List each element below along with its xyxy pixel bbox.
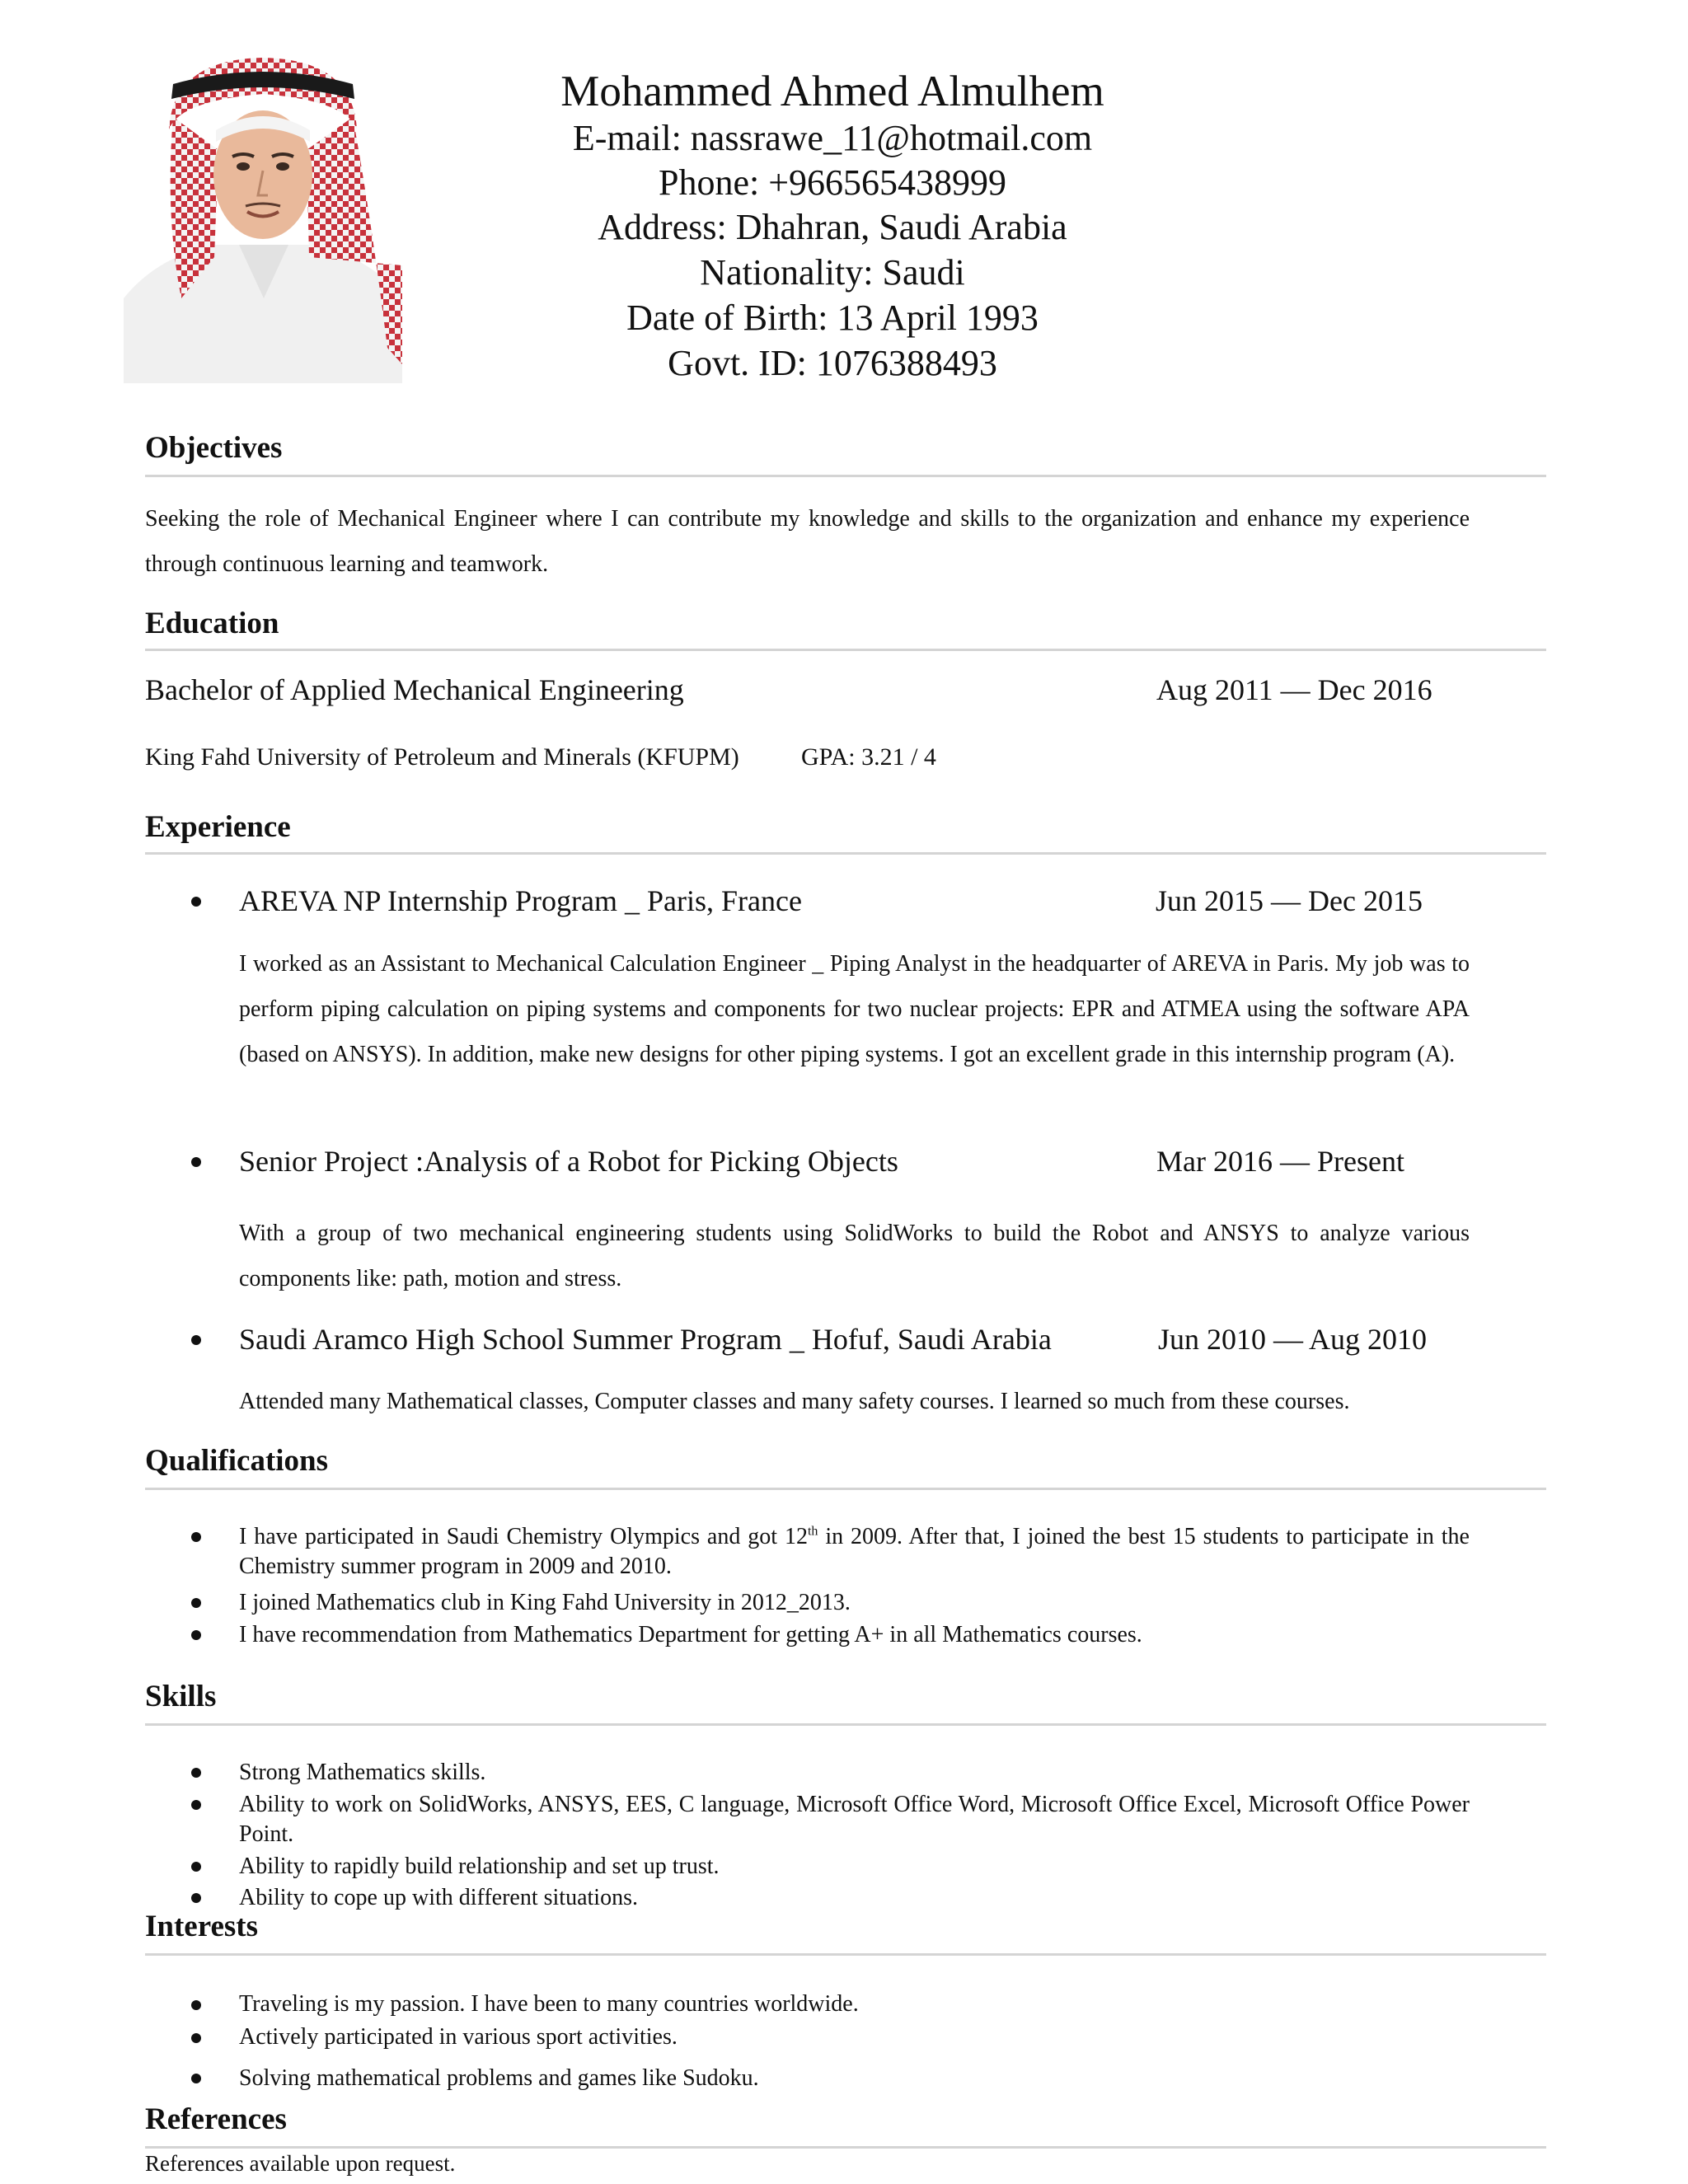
interest-item: Actively participated in various sport activities. — [239, 2024, 678, 2050]
skill-item: Strong Mathematics skills. — [239, 1760, 486, 1785]
experience-description: With a group of two mechanical engineering students using SolidWorks to build the Robot and ANSYS to analyze various components like: path, motion and stress. — [239, 1221, 1470, 1291]
experience-description: I worked as an Assistant to Mechanical Calculation Engineer _ Piping Analyst in the headquarter of AREVA in Paris. My job was to perform piping calculation on piping systems and components for two nuclear projects: EPR and ATMEA using the software APA (based on ANSYS). In addition, make new designs for other piping systems. I got an excellent grade in this internship program (A). — [239, 951, 1470, 1067]
section-divider — [145, 1488, 1546, 1490]
experience-dates: Jun 2015 — Dec 2015 — [1156, 884, 1423, 917]
experience-dates: Jun 2010 — Aug 2010 — [1158, 1323, 1428, 1356]
experience-title: Senior Project :Analysis of a Robot for Picking Objects — [239, 1145, 898, 1178]
gpa: GPA: 3.21 / 4 — [801, 743, 936, 771]
experience-heading: Experience — [145, 810, 291, 844]
objectives-heading: Objectives — [145, 431, 283, 465]
dob-line: Date of Birth: 13 April 1993 — [626, 298, 1039, 338]
education-heading: Education — [145, 607, 279, 640]
bullet-icon — [191, 1800, 201, 1810]
references-heading: References — [145, 2102, 287, 2136]
bullet-icon — [191, 1630, 201, 1640]
skill-item: Ability to work on SolidWorks, ANSYS, EES, C language, Microsoft Office Word, Microsoft Office Excel, Microsoft Office Power Point. — [239, 1792, 1470, 1847]
qualification-item: I have participated in Saudi Chemistry Olympics and got 12th in 2009. After that, I joined the best 15 students to participate in the Chemistry summer program in 2009 and 2010. — [239, 1524, 1470, 1579]
bullet-icon — [191, 1335, 201, 1345]
profile-photo — [124, 51, 402, 383]
email-line: E-mail: nassrawe_11@hotmail.com — [572, 118, 1093, 158]
bullet-icon — [191, 2074, 201, 2083]
phone-line: Phone: +966565438999 — [658, 162, 1007, 203]
qualification-item: I joined Mathematics club in King Fahd University in 2012_2013. — [239, 1590, 851, 1615]
govt-id-line: Govt. ID: 1076388493 — [668, 343, 997, 383]
experience-title: Saudi Aramco High School Summer Program _ Hofuf, Saudi Arabia — [239, 1323, 1052, 1356]
bullet-icon — [191, 2033, 201, 2043]
bullet-icon — [191, 1893, 201, 1903]
bullet-icon — [191, 2000, 201, 2010]
objectives-text: Seeking the role of Mechanical Engineer where I can contribute my knowledge and skills to the organization and enhance my experience through continuous learning and teamwork. — [145, 506, 1470, 577]
experience-title: AREVA NP Internship Program _ Paris, France — [239, 884, 802, 917]
experience-description: Attended many Mathematical classes, Computer classes and many safety courses. I learned so much from these courses. — [239, 1389, 1350, 1414]
address-line: Address: Dhahran, Saudi Arabia — [598, 207, 1067, 247]
qualification-item: I have recommendation from Mathematics Department for getting A+ in all Mathematics courses. — [239, 1622, 1142, 1647]
degree-title: Bachelor of Applied Mechanical Engineering — [145, 673, 684, 706]
bullet-icon — [191, 1598, 201, 1608]
references-text: References available upon request. — [145, 2151, 456, 2176]
section-divider — [145, 1953, 1546, 1956]
section-divider — [145, 852, 1546, 855]
interest-item: Solving mathematical problems and games like Sudoku. — [239, 2065, 759, 2091]
nationality-line: Nationality: Saudi — [700, 252, 965, 293]
candidate-name: Mohammed Ahmed Almulhem — [560, 68, 1104, 115]
bullet-icon — [191, 1532, 201, 1542]
school-name: King Fahd University of Petroleum and Minerals (KFUPM) — [145, 743, 739, 771]
experience-dates: Mar 2016 — Present — [1156, 1145, 1404, 1178]
section-divider — [145, 1723, 1546, 1726]
section-divider — [145, 475, 1546, 477]
bullet-icon — [191, 1862, 201, 1872]
skill-item: Ability to rapidly build relationship and set up trust. — [239, 1854, 720, 1879]
skills-heading: Skills — [145, 1680, 217, 1713]
skill-item: Ability to cope up with different situations. — [239, 1885, 638, 1910]
interest-item: Traveling is my passion. I have been to many countries worldwide. — [239, 1991, 859, 2017]
bullet-icon — [191, 897, 201, 907]
interests-heading: Interests — [145, 1910, 259, 1943]
bullet-icon — [191, 1157, 201, 1167]
qualifications-heading: Qualifications — [145, 1444, 329, 1478]
bullet-icon — [191, 1768, 201, 1778]
section-divider — [145, 2146, 1546, 2149]
section-divider — [145, 649, 1546, 651]
degree-dates: Aug 2011 — Dec 2016 — [1156, 673, 1432, 706]
